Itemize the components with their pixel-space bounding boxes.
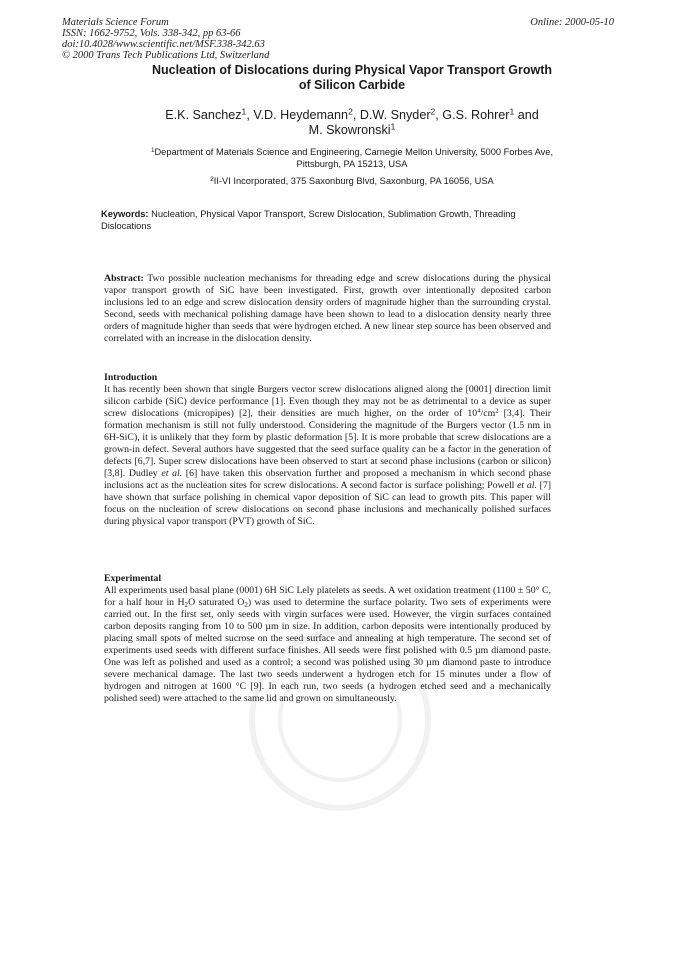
abstract-label: Abstract — [104, 273, 141, 284]
online-date: Online: 2000-05-10 — [530, 17, 614, 28]
affiliation-1: $^1$Department of Materials Science and Engineering, Carnegie Mellon University, 5000 Forbes Ave, Pittsburgh, PA 15213, USA — [150, 146, 554, 169]
introduction-heading: Introduction — [104, 372, 158, 383]
author: M. Skowronski$^1$ — [308, 121, 396, 137]
copyright-line: © 2000 Trans Tech Publications Ltd, Switzerland — [62, 50, 270, 61]
experimental-section — [104, 573, 551, 705]
abstract: Abstract: Two possible nucleation mechanisms for threading edge and screw dislocations during the physical vapor transport growth of SiC have been investigated. First, growth over intentionally deposited carbon inclusions led to an edge and screw dislocation density orders of magnitude higher than the surrounding crystal. Second, seeds with mechanical polishing damage have been shown to lead to a dislocation density nearly three orders of magnitude higher than seeds that were hydrogen etched. A new linear step source has been observed and correlated with an increase in the dislocation density. — [104, 273, 551, 344]
introduction-text: It has recently been shown that single Burgers vector screw dislocations aligned along the [0001] direction limit silicon carbide (SiC) device performance [1]. Even though they may not be as detrimental to a device as super screw dislocations (micropipes) [2], their densities are much higher, on the order of $10^4/cm^2$ [3,4]. Their formation mechanism is still not fully understood. Considering the magnitude of the Burgers vector (1.5 nm in 6H-SiC), it is unlikely that they form by plastic deformation [5]. It is more probable that screw dislocations are a grown-in defect. Several authors have suggested that the seed surface quality can be a factor in the generation of defects [6,7]. Super screw dislocations have been observed to start at second phase inclusions (carbon or silicon) [3,8]. Dudley et al. [6] have taken this observation further and proposed a mechanism in which second phase inclusions act as the nucleation sites for screw dislocations. A second factor is surface polishing; Powell et al. [7] have shown that surface polishing in chemical vapor deposition of SiC can lead to growth pits. This paper will focus on the nucleation of screw dislocations on second phase inclusions and mechanically polished surfaces during physical vapor transport (PVT) growth of SiC. — [104, 384, 552, 527]
paper-title — [62, 63, 642, 92]
experimental-text: All experiments used basal plane (0001) 6H SiC Lely platelets as seeds. A wet oxidation treatment (1100 ± 50° C, for a half hour in $H_2O$ saturated $O_2$) was used to determine the surface polarity. Two sets of experiments were carried out. In the first set, only seeds with virgin surfaces were used. However, the virgin surfaces contained carbon deposits ranging from 10 to 500 µm in size. In addition, carbon deposits were intentionally produced by placing small spots of melted sucrose on the seed surface and annealing at high temperature. The second set of experiments used seeds with different surface finishes. All seeds were first polished with 0.5 µm diamond paste. One was left as polished and used as a control; a second was polished using 30 µm diamond paste to introduce severe mechanical damage. The last two seeds underwent a hydrogen etch for 15 minutes under a flow of hydrogen and nitrogen at 1600 °C [9]. In each run, two seeds (a hydrogen etched seed and a mechanically polished seed) were attached to the same lid and grown on simultaneously. — [104, 585, 551, 704]
abstract-text: Two possible nucleation mechanisms for threading edge and screw dislocations during the physical vapor transport growth of SiC have been investigated. First, growth over intentionally deposited carbon inclusions led to an edge and screw dislocation density orders of magnitude higher than the surrounding crystal. Second, seeds with mechanical polishing damage have been shown to lead to a dislocation density nearly three orders of magnitude higher than seeds that were hydrogen etched. A new linear step source has been observed and correlated with an increase in the dislocation density. — [104, 273, 551, 344]
author-list — [62, 108, 642, 138]
issn-line: ISSN: 1662-9752, Vols. 338-342, pp 63-66 — [62, 28, 241, 39]
author: V.D. Heydemann$^2$, — [253, 106, 360, 122]
author: G.S. Rohrer$^1$ and — [442, 106, 539, 122]
introduction-section — [104, 372, 551, 528]
keywords-text: Nucleation, Physical Vapor Transport, Screw Dislocation, Sublimation Growth, Threading Dislocations — [101, 209, 516, 231]
author: D.W. Snyder$^2$, — [359, 106, 443, 122]
journal-header — [62, 17, 269, 61]
author: E.K. Sanchez$^1$, — [165, 106, 254, 122]
keywords — [101, 208, 531, 232]
journal-name: Materials Science Forum — [62, 17, 169, 28]
doi-link[interactable]: doi:10.4028/www.scientific.net/MSF.338-342.63 — [62, 39, 265, 50]
experimental-heading: Experimental — [104, 573, 162, 584]
affiliation-2: $^2$II-VI Incorporated, 375 Saxonburg Blvd, Saxonburg, PA 16056, USA — [210, 175, 494, 186]
title-line-2: of Silicon Carbide — [298, 77, 406, 92]
title-line-1: Nucleation of Dislocations during Physical Vapor Transport Growth — [151, 63, 553, 77]
keywords-label: Keywords: — [101, 209, 149, 219]
